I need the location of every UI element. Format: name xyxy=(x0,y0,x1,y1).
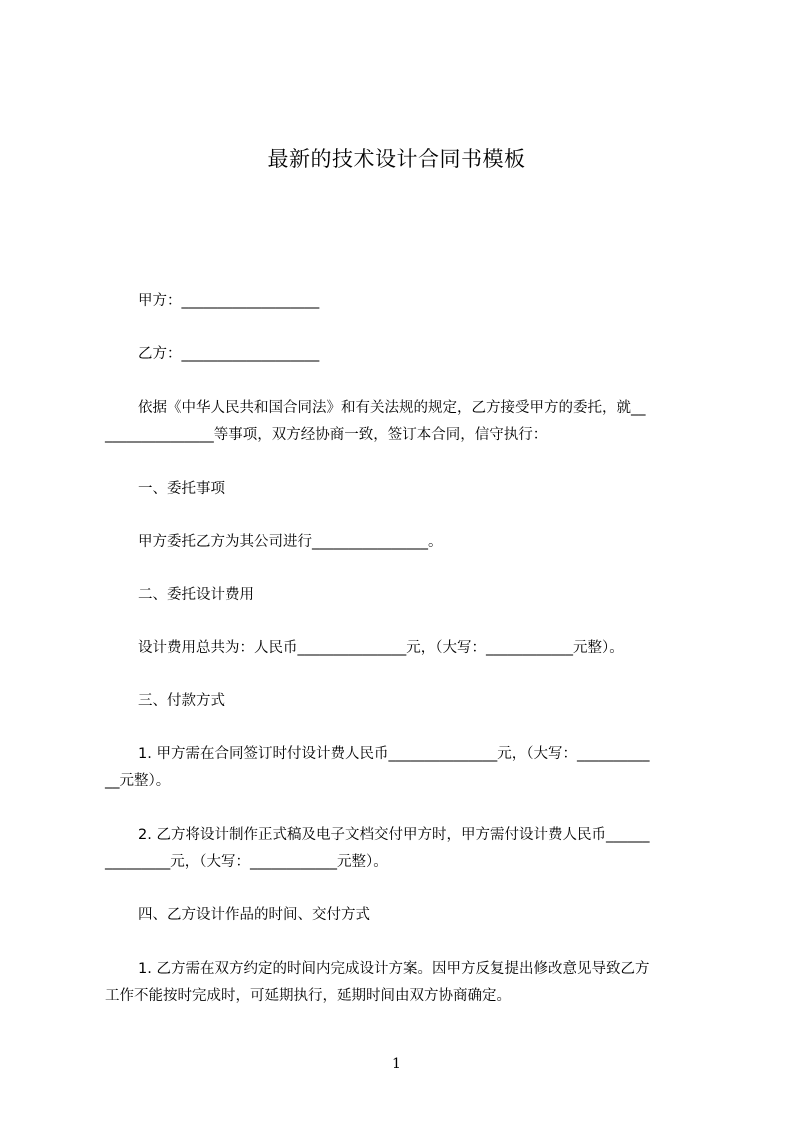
party-b-line: 乙方：___________________ xyxy=(138,346,320,362)
preamble-line-1: 依据《中华人民共和国合同法》和有关法规的规定，乙方接受甲方的委托，就__ xyxy=(138,400,646,416)
delivery-1-line-2: 工作不能按时完成时，可延期执行，延期时间由双方协商确定。 xyxy=(105,988,511,1004)
party-a-line: 甲方：___________________ xyxy=(138,293,320,309)
section-2-heading: 二、委托设计费用 xyxy=(138,587,254,603)
section-4-heading: 四、乙方设计作品的时间、交付方式 xyxy=(138,907,370,923)
preamble-line-2: _______________等事项，双方经协商一致，签订本合同，信守执行： xyxy=(105,427,548,443)
payment-2-line-1: 2. 乙方将设计制作正式稿及电子文档交付甲方时，甲方需付设计费人民币______ xyxy=(138,827,650,843)
delivery-1-line-1: 1. 乙方需在双方约定的时间内完成设计方案。因甲方反复提出修改意见导致乙方 xyxy=(138,961,650,977)
section-1-text: 甲方委托乙方为其公司进行________________。 xyxy=(138,534,443,550)
section-1-heading: 一、委托事项 xyxy=(138,481,225,497)
page-number: 1 xyxy=(392,1056,401,1072)
section-3-heading: 三、付款方式 xyxy=(138,693,225,709)
document-title: 最新的技术设计合同书模板 xyxy=(267,147,526,171)
payment-1-line-1: 1. 甲方需在合同签订时付设计费人民币_______________元，（大写：__________ xyxy=(138,746,650,762)
section-2-text: 设计费用总共为：人民币_______________元，（大写：____________元整）。 xyxy=(138,640,624,656)
payment-1-line-2: __元整）。 xyxy=(105,773,171,789)
payment-2-line-2: _________元，（大写：____________元整）。 xyxy=(105,854,388,870)
